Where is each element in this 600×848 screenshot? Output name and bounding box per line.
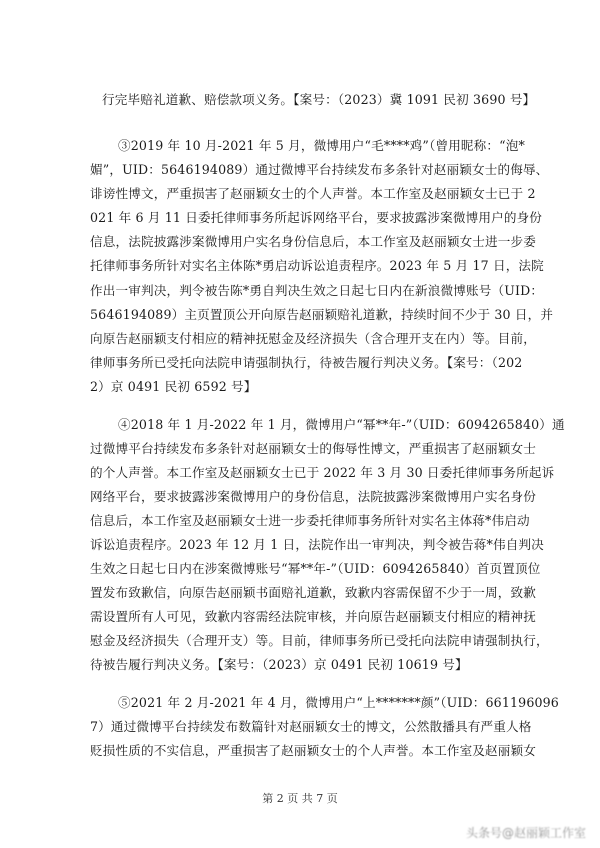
text-line: 网络平台，要求披露涉案微博用户的身份信息，法院披露涉案微博用户实名身份 [90, 489, 537, 504]
text-line: 生效之日起七日内在涉案微博账号“幂**年-”（UID：6094265840）首页置顶位 [90, 561, 541, 576]
text-line: 7）通过微博平台持续发布数篇针对赵丽颖女士的博文，公然散播具有严重人格 [90, 719, 532, 734]
text-line: 5646194089）主页置顶公开向原告赵丽颖赔礼道歉，持续时间不少于 30 日，并 [90, 307, 554, 322]
text-line: 信息，法院披露涉案微博用户实名身份信息后，本工作室及赵丽颖女士进一步委 [90, 234, 537, 249]
page-number: 第 2 页 共 7 页 [262, 792, 338, 805]
text-line: 信息后，本工作室及赵丽颖女士进一步委托律师事务所针对实名主体蒋*伟启动 [90, 513, 530, 528]
text-line: 待被告履行判决义务。【案号：（2023）京 0491 民初 10619 号】 [90, 657, 468, 672]
text-line: 媚”，UID：5646194089）通过微博平台持续发布多条针对赵丽颖女士的侮辱、 [90, 162, 549, 177]
text-line: 诉讼追责程序。2023 年 12 月 1 日，法院作出一审判决，判令被告蒋*伟自判决 [90, 537, 544, 552]
text-line: 过微博平台持续发布多条针对赵丽颖女士的侮辱性博文，严重损害了赵丽颖女士 [90, 441, 537, 456]
text-line: ④2018 年 1 月-2022 年 1 月，微博用户“幂**年-”（UID：6094265840）通 [118, 417, 565, 432]
text-line: 慰金及经济损失（合理开支）等。目前，律师事务所已受托向法院申请强制执行， [90, 633, 549, 648]
text-line: 贬损性质的不实信息，严重损害了赵丽颖女士的个人声誉。本工作室及赵丽颖女 [90, 743, 537, 758]
text-line: ③2019 年 10 月-2021 年 5 月，微博用户“毛****鸡”（曾用昵称：“泡* [118, 138, 525, 153]
text-line: 律师事务所已受托向法院申请强制执行，待被告履行判决义务。【案号：（202 [90, 355, 523, 370]
text-line: 行完毕赔礼道歉、赔偿款项义务。【案号：（2023）冀 1091 民初 3690 号】 [102, 92, 536, 107]
text-line: 需设置所有人可见，致歉内容需经法院审核，并向原告赵丽颖支付相应的精神抚 [90, 609, 537, 624]
text-line: ⑤2021 年 2 月-2021 年 4 月，微博用户“上*******颜”（UID：661196096 [118, 695, 559, 710]
text-line: 2）京 0491 民初 6592 号】 [90, 379, 257, 394]
text-line: 置发布致歉信，向原告赵丽颖书面赔礼道歉，致歉内容需保留不少于一周，致歉 [90, 585, 537, 600]
text-line: 向原告赵丽颖支付相应的精神抚慰金及经济损失（含合理开支在内）等。目前， [90, 331, 537, 346]
text-line: 作出一审判决，判令被告陈*勇自判决生效之日起七日内在新浪微博账号（UID： [90, 283, 544, 298]
text-line: 021 年 6 月 11 日委托律师事务所起诉网络平台，要求披露涉案微博用户的身份 [90, 210, 543, 225]
text-line: 的个人声誉。本工作室及赵丽颖女士已于 2022 年 3 月 30 日委托律师事务所起诉 [90, 465, 555, 480]
watermark: 头条号@赵丽颖工作室 [465, 826, 586, 840]
text-line: 托律师事务所针对实名主体陈*勇启动诉讼追责程序。2023 年 5 月 17 日，法院 [90, 258, 544, 273]
text-line: 诽谤性博文，严重损害了赵丽颖女士的个人声誉。本工作室及赵丽颖女士已于 2 [90, 186, 536, 201]
